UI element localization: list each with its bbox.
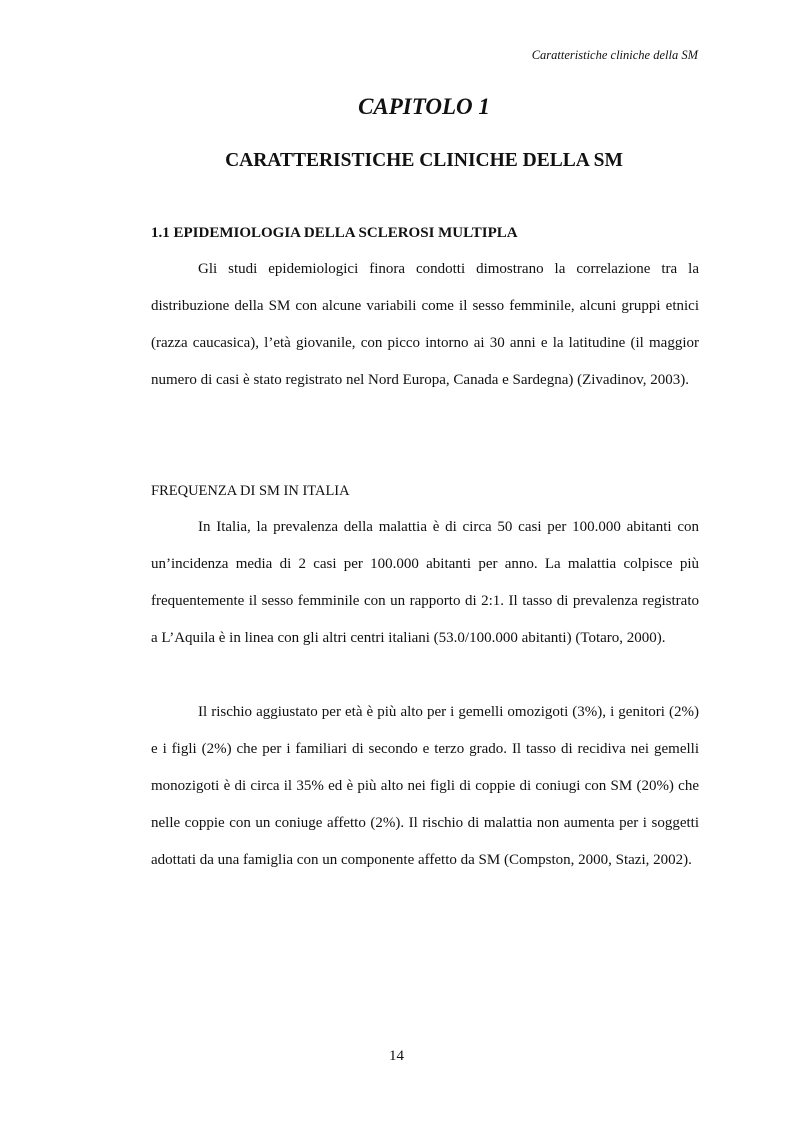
page-number: 14 — [389, 1048, 404, 1064]
chapter-title: CARATTERISTICHE CLINICHE DELLA SM — [225, 150, 623, 171]
paragraph-epidemiology: Gli studi epidemiologici finora condotti dimostrano la correlazione tra la distribuzione della SM con alcune variabili come il sesso femminile, alcuni gruppi etnici (razza caucasica), l’età giovanile, con picco intorno ai 30 anni e la latitudine (il maggior numero di casi è stato registrato nel Nord Europa, Canada e Sardegna) (Zivadinov, 2003). — [151, 261, 699, 388]
section-heading-epidemiology: 1.1 EPIDEMIOLOGIA DELLA SCLEROSI MULTIPLA — [151, 225, 518, 241]
paragraph-italy-prevalence: In Italia, la prevalenza della malattia è di circa 50 casi per 100.000 abitanti con un’incidenza media di 2 casi per 100.000 abitanti per anno. La malattia colpisce più frequentemente il sesso femminile con un rapporto di 2:1. Il tasso di prevalenza registrato a L’Aquila è in linea con gli altri centri italiani (53.0/100.000 abitanti) (Totaro, 2000). — [151, 519, 699, 646]
running-header: Caratteristiche cliniche della SM — [531, 48, 698, 62]
paragraph-italy-risk: Il rischio aggiustato per età è più alto per i gemelli omozigoti (3%), i genitori (2%) e i figli (2%) che per i familiari di secondo e terzo grado. Il tasso di recidiva nei gemelli monozigoti è di circa il 35% ed è più alto nei figli di coppie di coniugi con SM (20%) che nelle coppie con un coniuge affetto (2%). Il rischio di malattia non aumenta per i soggetti adottati da una famiglia con un componente affetto da SM (Compston, 2000, Stazi, 2002). — [151, 704, 699, 868]
subsection-heading-italy: FREQUENZA DI SM IN ITALIA — [151, 483, 350, 499]
chapter-label: CAPITOLO 1 — [358, 94, 490, 119]
